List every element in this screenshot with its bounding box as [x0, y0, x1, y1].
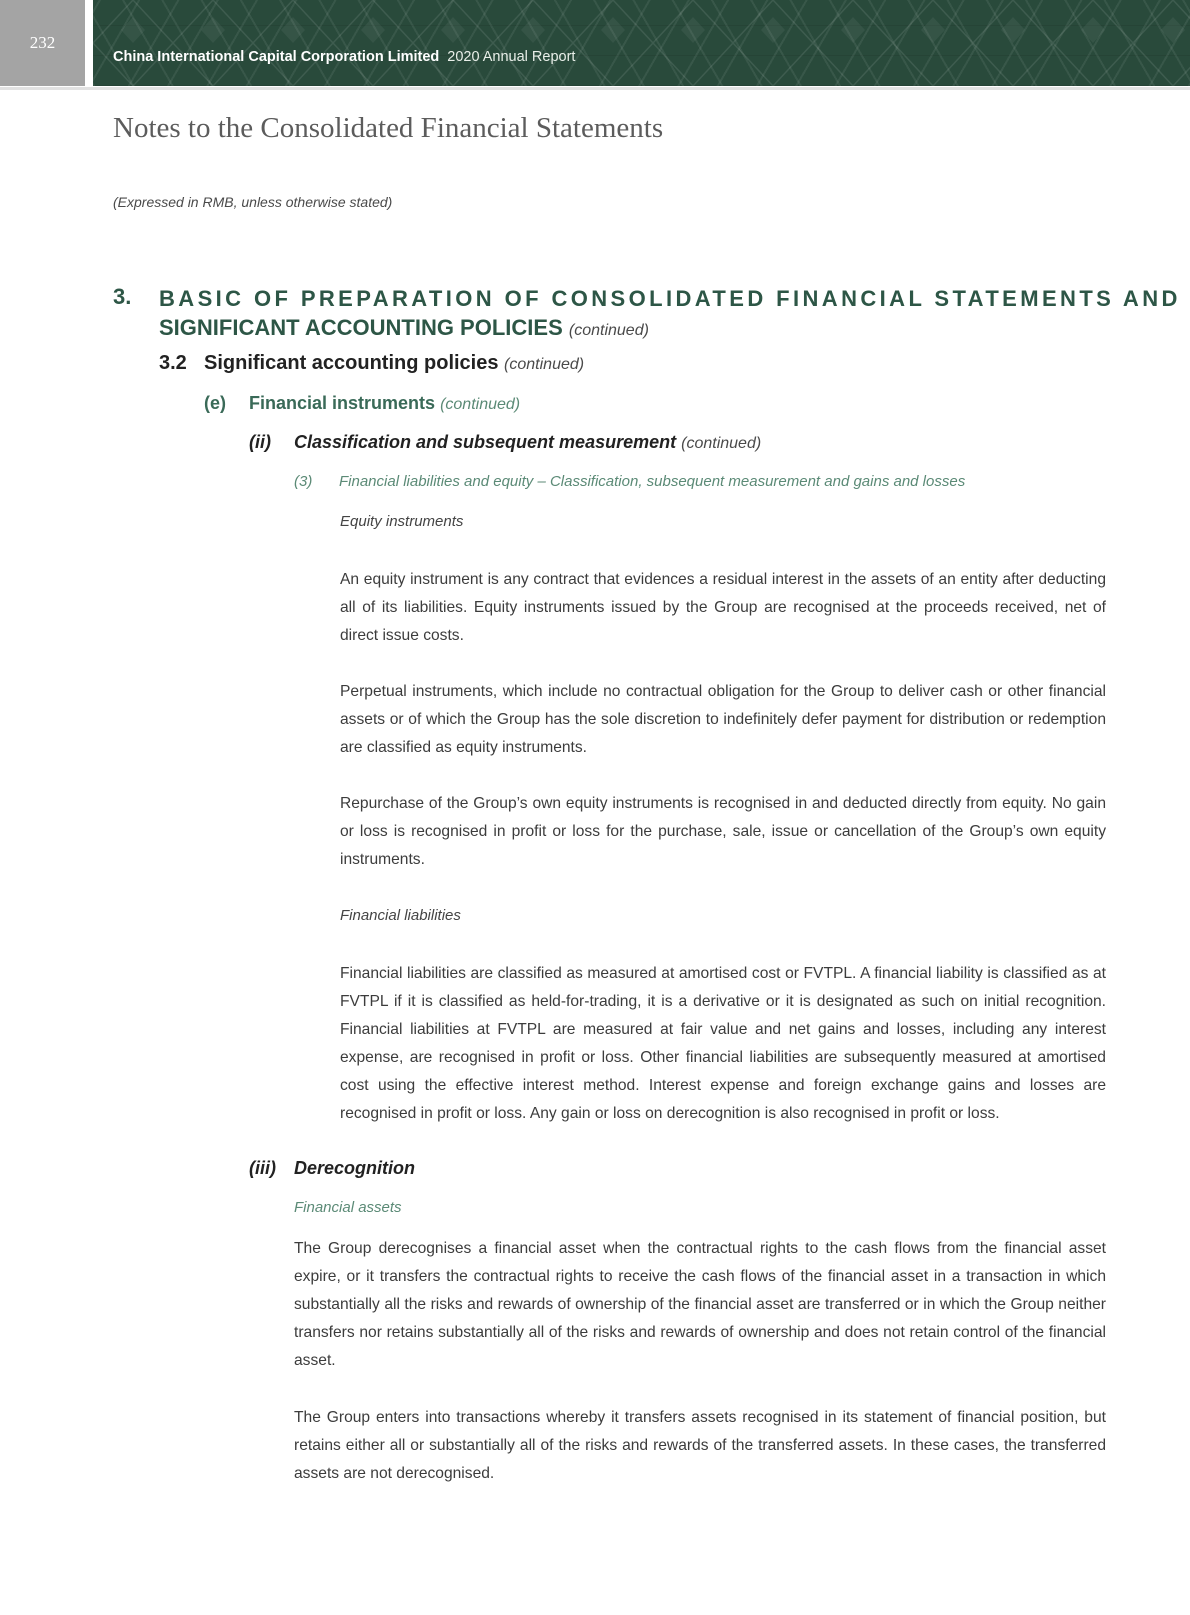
subsection-number: 3.2: [159, 352, 187, 374]
report-name: 2020 Annual Report: [447, 49, 576, 65]
section-title: [159, 284, 1181, 345]
item-ii-number: (ii): [249, 432, 271, 452]
item-iii-number: (iii): [249, 1158, 276, 1178]
header-title: [113, 49, 575, 65]
decorative-pattern: [93, 0, 1190, 86]
header-divider: [0, 87, 1190, 90]
equity-heading: Equity instruments: [340, 513, 464, 530]
header-banner: [93, 0, 1190, 86]
item-3-number: (3): [294, 473, 313, 490]
currency-note: (Expressed in RMB, unless otherwise stated): [113, 194, 393, 210]
equity-paragraph-1: An equity instrument is any contract that evidences a residual interest in the assets of an entity after deducting all of its liabilities. Equity instruments issued by the Group are recognised at the proceeds received, net of direct issue costs.: [340, 571, 1106, 644]
item-3-heading: [294, 473, 965, 490]
continued-label: (continued): [568, 322, 649, 339]
item-e-heading: [204, 393, 520, 414]
equity-paragraph-2: Perpetual instruments, which include no contractual obligation for the Group to deliver cash or other financial assets or of which the Group has the sole discretion to indefinitely defer payment for distribution or redemption are classified as equity instruments.: [340, 683, 1106, 756]
continued-label: (continued): [504, 356, 585, 373]
section-title-line2: SIGNIFICANT ACCOUNTING POLICIES: [159, 315, 563, 340]
item-iii-heading: [249, 1158, 415, 1179]
subsection-title: Significant accounting policies: [204, 352, 499, 374]
item-iii-title: Derecognition: [294, 1158, 416, 1178]
section-title-line1: BASIC OF PREPARATION OF CONSOLIDATED FINANCIAL STATEMENTS AND: [159, 286, 1181, 311]
item-e-title: Financial instruments: [249, 393, 436, 413]
derecognition-paragraph-2: The Group enters into transactions whereby it transfers assets recognised in its statement of financial position, but retains either all or substantially all of the risks and rewards of the transferred assets. In these cases, the transferred assets are not derecognised.: [294, 1409, 1106, 1482]
liabilities-paragraph: Financial liabilities are classified as measured at amortised cost or FVTPL. A financial liability is classified as at FVTPL if it is classified as held-for-trading, it is a derivative or it is designated as such on initial recognition. Financial liabilities at FVTPL are measured at fair value and net gains and losses, including any interest expense, are recognised in profit or loss. Other financial liabilities are subsequently measured at amortised cost using the effective interest method. Interest expense and foreign exchange gains and losses are recognised in profit or loss. Any gain or loss on derecognition is also recognised in profit or loss.: [340, 965, 1106, 1122]
section-number: 3.: [113, 284, 132, 309]
item-e-number: (e): [204, 393, 226, 413]
liabilities-heading: Financial liabilities: [340, 907, 461, 924]
item-ii-title: Classification and subsequent measurement: [294, 432, 677, 452]
continued-label: (continued): [440, 396, 521, 413]
continued-label: (continued): [681, 435, 762, 452]
equity-paragraph-3: Repurchase of the Group’s own equity instruments is recognised in and deducted directly from equity. No gain or loss is recognised in profit or loss for the purchase, sale, issue or cancellation of the Group’s own equity instruments.: [340, 795, 1106, 868]
item-ii-heading: [249, 432, 761, 453]
derecognition-paragraph-1: The Group derecognises a financial asset when the contractual rights to the cash flows from the financial asset expire, or it transfers the contractual rights to receive the cash flows of the financial asset in a transaction in which substantially all the risks and rewards of ownership of the financial asset are transferred or in which the Group neither transfers nor retains substantially all of the risks and rewards of ownership and does not retain control of the financial asset.: [294, 1240, 1106, 1369]
page-title: Notes to the Consolidated Financial Statements: [113, 112, 664, 144]
item-3-title: Financial liabilities and equity – Classification, subsequent measurement and gains and losses: [339, 473, 966, 490]
company-name: China International Capital Corporation Limited: [113, 49, 440, 65]
page-number: 232: [0, 0, 85, 86]
financial-assets-heading: Financial assets: [294, 1199, 402, 1216]
subsection-heading: [159, 352, 584, 375]
